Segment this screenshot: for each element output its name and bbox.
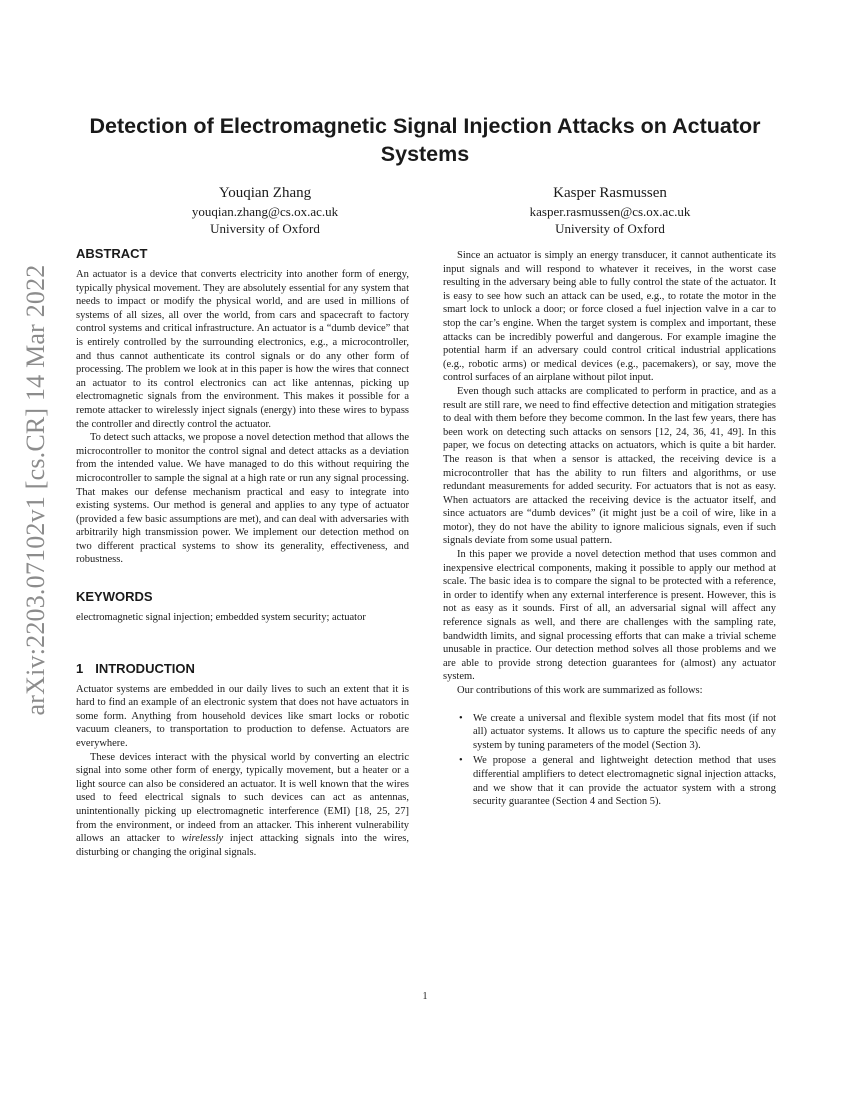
author-affiliation: University of Oxford: [210, 221, 320, 236]
section-number: 1: [76, 660, 84, 676]
body-paragraph: These devices interact with the physical world by converting an electric signal into some other form of energy, typically movement, but a heater or a light source can also be considered an actuator. It is well known that the wires used to feed electrical signals to such devices can act as antennas, unintentionally picking up electromagnetic interference (EMI) [18, 25, 27] from the environment, or indeed from an attacker. This inherent vulnerability allows an attacker to wirelessly inject attacking signals into the wires, disturbing or changing the original signals.: [76, 751, 409, 858]
right-column: [443, 249, 776, 811]
abstract-paragraph: An actuator is a device that converts electricity into another form of energy, typically physical movement. They are absolutely essential for any system that needs to impact or modify the physical world, and are used in millions of systems of all sizes, all over the world, from cars and spacecraft to factory control systems and critical infrastructure. An actuator is a “dumb device” that is entirely controlled by the surrounding electronics, e.g., a microcontroller, and thus cannot authenticate its control signals or do any other form of processing. The problem we look at in this paper is how the wires that connect an actuator to its control electronics can act like antennas, picking up electromagnetic signals from the environment. This makes it possible for a remote attacker to wirelessly inject signals (energy) into these wires to bypass the controller and directly control the actuator.: [76, 269, 409, 430]
author-email[interactable]: youqian.zhang@cs.ox.ac.uk: [191, 204, 339, 219]
list-item: • We create a universal and flexible system model that fits most (if not all) actuator systems. It allows us to capture the specific needs of any system by tuning parameters of the model (Section 3).: [473, 712, 776, 753]
author-name: Youqian Zhang: [218, 185, 312, 201]
body-paragraph: Actuator systems are embedded in our daily lives to such an extent that it is hard to find an example of an electronic system that does not have actuators in some form. Anything from household devices like smart locks or robotic vacuum cleaners, to transportation to production to defense. Actuators are everywhere.: [76, 683, 409, 750]
abstract-heading: ABSTRACT: [76, 246, 148, 261]
list-item: • We propose a general and lightweight detection method that uses differential amplifiers to detect electromagnetic signal injection attacks, and we show that it can provide the actuator system with a strong security guarantee (Section 4 and Section 5).: [473, 754, 776, 808]
author-name: Kasper Rasmussen: [553, 185, 667, 201]
author-affiliation: University of Oxford: [555, 221, 665, 236]
abstract-section: [76, 246, 409, 567]
paper-title: Detection of Electromagnetic Signal Injection Attacks on Actuator Systems: [89, 114, 761, 166]
introduction-section: [76, 661, 409, 860]
body-paragraph: In this paper we provide a novel detection method that uses common and inexpensive electrical components, making it possible to apply our method at scale. The basic idea is to compare the signal to be protected with a reference, in order to identify when any external interference is present. However, this is not as easy as it sounds. First of all, an adversarial signal will affect any reference signals as well, and there are challenges with the sampling rate, bandwidth limits, and signal processing efforts that can make a trivial scheme unusable in practice. Our detection method solves all those problems and we are able to provide strong detection guarantees for (almost) any actuator system.: [443, 549, 776, 683]
author-block-1: [135, 184, 395, 237]
body-paragraph: Since an actuator is simply an energy transducer, it cannot authenticate its input signals and will respond to whatever it receives, in the worst case resulting in the adversary being able to fully control the state of the actuator. It is easy to see how such an attack can be used, e.g., to rotate the motor in the smart lock to unlock a door; or force closed a fuel injection valve in a car to stop the car’s engine. When the target system is complex and important, these attacks can be incredibly powerful and dangerous. For example imagine the potential harm if an adversary could control critical industrial applications (e.g., robotic arms) or medical devices (e.g., pacemakers), or say, move the control surfaces of an airplane without pilot input.: [443, 250, 776, 384]
body-paragraph: Even though such attacks are complicated to perform in practice, and as a result are still rare, we need to find effective detection and mitigation strategies to deal with them before they become common. In the last few years, there has been work on detecting such attacks on sensors [12, 24, 36, 41, 49]. In this paper, we focus on detecting attacks on actuators, which is quite a bit harder. The reason is that when a sensor is attacked, the receiving device is a microcontroller that has the ability to run filters and algorithms, or use redundant measurements for added security. For actuators that is not as easy. When actuators are attacked the receiving device is the actuator itself, and since actuators are “dumb devices” (it might just be a coil of wire, like in a motor), they do not have the ability to ignore malicious signals, even if such signals deviate from some usual pattern.: [443, 385, 776, 547]
section-title: INTRODUCTION: [95, 660, 195, 676]
introduction-heading: [76, 661, 409, 677]
keywords-text: electromagnetic signal injection; embedded system security; actuator: [76, 612, 366, 624]
arxiv-identifier: [18, 264, 54, 716]
body-paragraph: Our contributions of this work are summarized as follows:: [457, 685, 703, 696]
keywords-section: [76, 589, 409, 625]
author-block-2: [480, 184, 740, 237]
emphasis-text: wirelessly: [181, 833, 224, 845]
arxiv-identifier-text: arXiv:2203.07102v1 [cs.CR] 14 Mar 2022: [21, 264, 50, 716]
page-number: 1: [422, 991, 428, 1002]
keywords-heading: KEYWORDS: [76, 589, 153, 605]
contributions-list: [443, 712, 776, 809]
author-email[interactable]: kasper.rasmussen@cs.ox.ac.uk: [529, 204, 691, 219]
left-column: [76, 246, 409, 859]
abstract-paragraph: To detect such attacks, we propose a novel detection method that allows the microcontroller to monitor the control signal and detect attacks as a deviation from the intended value. We have managed to do this without requiring the microcontroller to sample the signal at a high rate or run any signal processing. That makes our defense mechanism practical and easy to integrate into existing systems. Our method is general and applies to any type of actuator (provided a few basic assumptions are met), and can deal with adversaries with arbitrarily high transmission power. We implement our detection method on two different practical systems to show its generality, effectiveness, and robustness.: [76, 432, 409, 566]
